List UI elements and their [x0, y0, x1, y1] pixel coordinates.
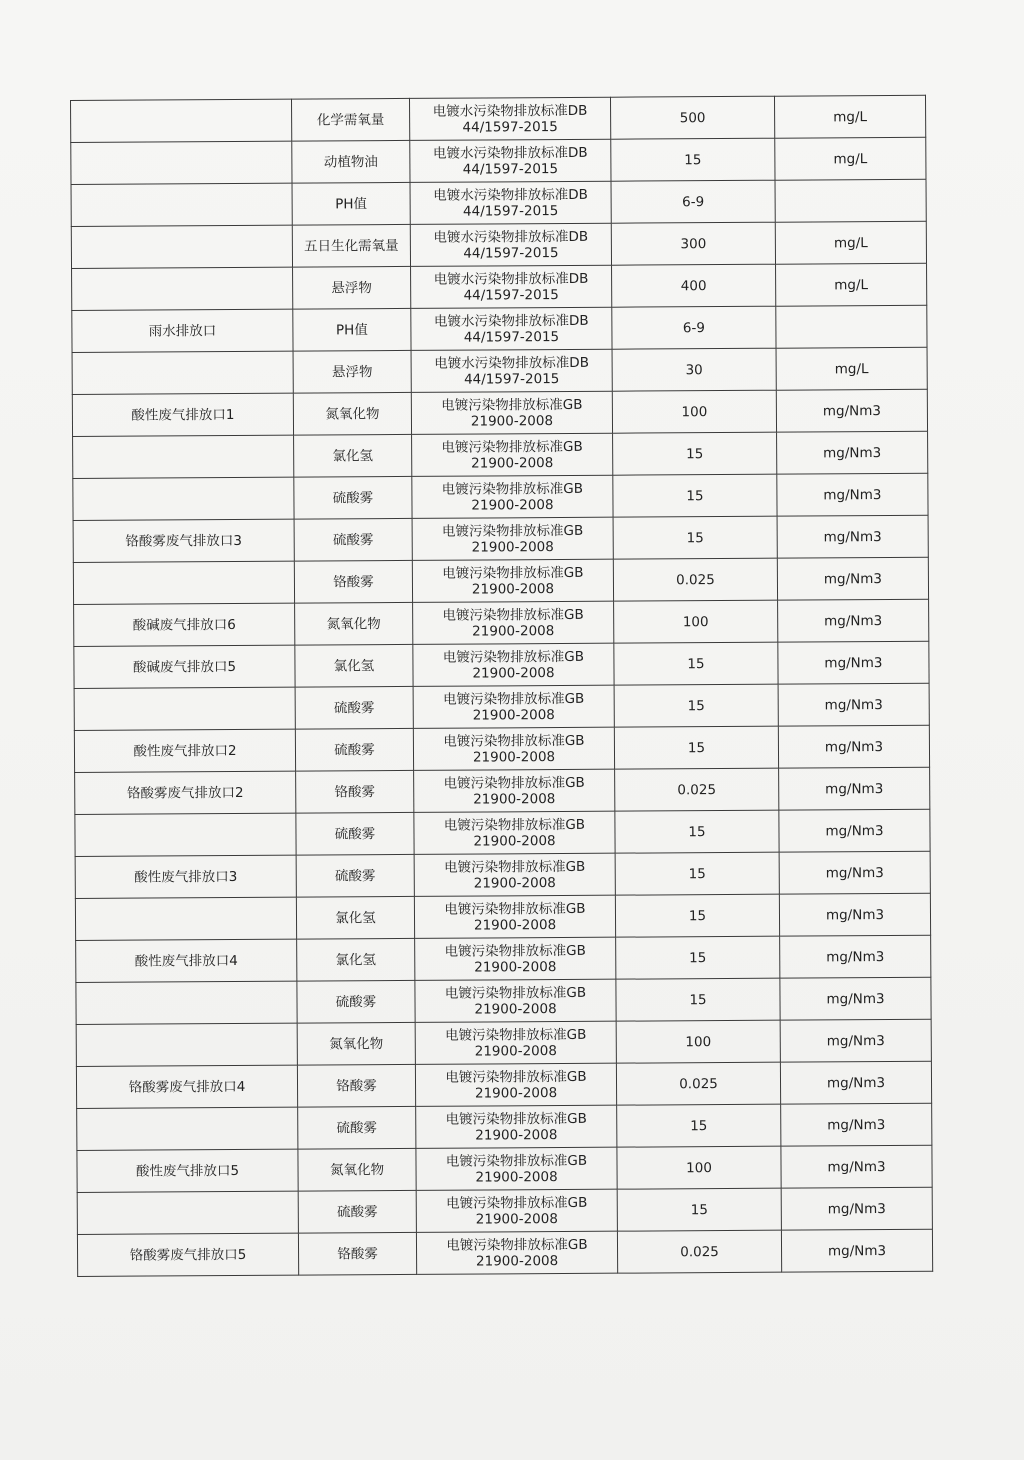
outlet-cell: 酸性废气排放口1: [72, 393, 293, 436]
standard-cell: [416, 1189, 617, 1232]
unit-cell: mg/L: [776, 263, 927, 306]
table-row: [77, 1187, 932, 1234]
standard-code: 21900-2008: [471, 496, 554, 514]
standard-cell: [413, 601, 614, 644]
pollutant-cell: 硫酸雾: [296, 854, 414, 897]
pollutant-cell: 化学需氧量: [291, 98, 409, 141]
pollutant-cell: 铬酸雾: [296, 770, 414, 813]
pollutant-cell: 悬浮物: [293, 266, 411, 309]
unit-cell: mg/Nm3: [780, 1061, 931, 1104]
standard-name: 电镀污染物排放标准GB: [441, 396, 583, 414]
standard-code: 21900-2008: [472, 706, 555, 724]
limit-cell: 400: [612, 264, 776, 307]
standard-cell: [412, 559, 613, 602]
standard-code: 21900-2008: [475, 1126, 558, 1144]
pollutant-cell: 氮氧化物: [293, 392, 411, 435]
unit-cell: mg/Nm3: [777, 431, 928, 474]
unit-cell: mg/Nm3: [781, 1145, 932, 1188]
pollutant-cell: 硫酸雾: [297, 980, 415, 1023]
table-row: [75, 809, 930, 856]
standard-code: 21900-2008: [470, 412, 554, 430]
standard-code: 21900-2008: [474, 958, 557, 976]
outlet-cell: [76, 1023, 297, 1066]
standard-code: 21900-2008: [471, 580, 555, 598]
unit-cell: mg/Nm3: [781, 1229, 932, 1272]
standard-name: 电镀污染物排放标准GB: [443, 816, 586, 834]
unit-cell: mg/Nm3: [779, 851, 930, 894]
standard-name: 电镀污染物排放标准GB: [442, 690, 585, 708]
standard-cell: [412, 433, 613, 476]
outlet-cell: [71, 225, 292, 268]
pollutant-cell: 动植物油: [292, 140, 410, 183]
standard-code: 21900-2008: [473, 790, 556, 808]
outlet-cell: [77, 1191, 298, 1234]
emission-standards-table-wrap: [70, 95, 947, 1277]
outlet-cell: 酸碱废气排放口5: [74, 645, 295, 688]
standard-cell: [416, 1231, 617, 1274]
standard-code: 21900-2008: [471, 538, 554, 556]
standard-code: 21900-2008: [473, 832, 556, 850]
limit-cell: 15: [615, 852, 779, 895]
standard-code: 44/1597-2015: [464, 370, 560, 388]
standard-cell: [411, 349, 612, 392]
standard-name: 电镀污染物排放标准GB: [446, 1236, 588, 1254]
standard-cell: [415, 1021, 616, 1064]
table-row: [75, 893, 930, 940]
table-row: [77, 1229, 932, 1276]
table-row: [73, 515, 928, 562]
standard-code: 21900-2008: [471, 454, 554, 472]
standard-name: 电镀污染物排放标准GB: [445, 1026, 587, 1044]
standard-code: 21900-2008: [473, 916, 557, 934]
standard-name: 电镀水污染物排放标准DB: [433, 312, 589, 330]
limit-cell: 15: [615, 894, 779, 937]
unit-cell: mg/Nm3: [780, 935, 931, 978]
limit-cell: 0.025: [616, 1062, 780, 1105]
standard-cell: [414, 769, 615, 812]
pollutant-cell: 铬酸雾: [297, 1064, 415, 1107]
outlet-cell: 铬酸雾废气排放口2: [75, 771, 296, 814]
pollutant-cell: 氮氧化物: [295, 602, 413, 645]
standard-code: 44/1597-2015: [462, 160, 559, 178]
standard-name: 电镀污染物排放标准GB: [442, 564, 584, 582]
outlet-cell: 酸性废气排放口2: [74, 729, 295, 772]
standard-name: 电镀污染物排放标准GB: [444, 858, 586, 876]
standard-name: 电镀污染物排放标准GB: [441, 522, 584, 540]
standard-code: 21900-2008: [473, 874, 556, 892]
limit-cell: 0.025: [615, 768, 779, 811]
standard-cell: [415, 979, 616, 1022]
pollutant-cell: 硫酸雾: [296, 812, 414, 855]
unit-cell: mg/Nm3: [777, 515, 928, 558]
pollutant-cell: 硫酸雾: [295, 728, 413, 771]
standard-cell: [410, 181, 611, 224]
table-row: [75, 767, 930, 814]
outlet-cell: [75, 897, 296, 940]
standard-name: 电镀污染物排放标准GB: [444, 900, 586, 918]
outlet-cell: [72, 351, 293, 394]
standard-cell: [413, 727, 614, 770]
table-row: [72, 347, 927, 394]
standard-name: 电镀水污染物排放标准DB: [432, 144, 588, 162]
outlet-cell: [77, 1107, 298, 1150]
standard-name: 电镀水污染物排放标准DB: [434, 354, 589, 372]
outlet-cell: [73, 561, 294, 604]
unit-cell: mg/Nm3: [779, 809, 930, 852]
limit-cell: 15: [617, 1188, 781, 1231]
limit-cell: 15: [613, 432, 777, 475]
table-row: [74, 599, 929, 646]
outlet-cell: 酸碱废气排放口6: [74, 603, 295, 646]
standard-name: 电镀水污染物排放标准DB: [433, 270, 589, 288]
standard-code: 44/1597-2015: [463, 328, 560, 346]
standard-cell: [411, 391, 612, 434]
standard-name: 电镀水污染物排放标准DB: [433, 186, 588, 204]
table-row: [71, 221, 926, 268]
pollutant-cell: 氯化氢: [294, 434, 412, 477]
table-row: [72, 263, 927, 310]
unit-cell: mg/Nm3: [777, 557, 928, 600]
limit-cell: 15: [614, 642, 778, 685]
pollutant-cell: 硫酸雾: [298, 1106, 416, 1149]
table-row: [75, 851, 930, 898]
standard-cell: [414, 853, 615, 896]
standard-name: 电镀污染物排放标准GB: [444, 984, 587, 1002]
limit-cell: 6-9: [611, 180, 775, 223]
outlet-cell: [73, 477, 294, 520]
unit-cell: mg/L: [775, 221, 926, 264]
outlet-cell: 酸性废气排放口3: [75, 855, 296, 898]
standard-cell: [410, 223, 611, 266]
standard-cell: [413, 685, 614, 728]
emission-standards-table: [70, 95, 933, 1277]
limit-cell: 30: [612, 348, 776, 391]
standard-code: 21900-2008: [472, 622, 555, 640]
unit-cell: mg/Nm3: [778, 725, 929, 768]
limit-cell: 15: [617, 1104, 781, 1147]
limit-cell: 0.025: [613, 558, 777, 601]
unit-cell: mg/Nm3: [780, 977, 931, 1020]
table-row: [72, 389, 927, 436]
standard-cell: [414, 895, 615, 938]
standard-code: 21900-2008: [475, 1168, 558, 1186]
outlet-cell: 酸性废气排放口5: [77, 1149, 298, 1192]
limit-cell: 15: [614, 684, 778, 727]
outlet-cell: [71, 99, 292, 142]
outlet-cell: [72, 267, 293, 310]
unit-cell: mg/L: [776, 347, 927, 390]
table-row: [73, 473, 928, 520]
pollutant-cell: 氮氧化物: [297, 1022, 415, 1065]
standard-cell: [415, 937, 616, 980]
standard-code: 21900-2008: [472, 748, 556, 766]
standard-code: 21900-2008: [472, 664, 555, 682]
standard-name: 电镀污染物排放标准GB: [446, 1194, 588, 1212]
pollutant-cell: 铬酸雾: [298, 1232, 416, 1275]
table-row: [77, 1103, 932, 1150]
standard-cell: [411, 265, 612, 308]
standard-name: 电镀污染物排放标准GB: [441, 438, 583, 456]
standard-name: 电镀污染物排放标准GB: [441, 480, 584, 498]
unit-cell: mg/Nm3: [778, 683, 929, 726]
pollutant-cell: PH值: [293, 308, 411, 351]
pollutant-cell: 五日生化需氧量: [292, 224, 410, 267]
pollutant-cell: 硫酸雾: [298, 1190, 416, 1233]
standard-name: 电镀污染物排放标准GB: [442, 606, 584, 624]
limit-cell: 15: [613, 474, 777, 517]
unit-cell: [775, 179, 926, 222]
limit-cell: 15: [611, 138, 775, 181]
outlet-cell: 铬酸雾废气排放口4: [76, 1065, 297, 1108]
pollutant-cell: 氯化氢: [295, 644, 413, 687]
unit-cell: [776, 305, 927, 348]
outlet-cell: 铬酸雾废气排放口5: [77, 1233, 298, 1276]
standard-cell: [415, 1063, 616, 1106]
table-row: [73, 557, 928, 604]
outlet-cell: 雨水排放口: [72, 309, 293, 352]
table-row: [74, 725, 929, 772]
unit-cell: mg/Nm3: [776, 389, 927, 432]
standard-code: 21900-2008: [474, 1084, 558, 1102]
standard-name: 电镀污染物排放标准GB: [443, 774, 585, 792]
limit-cell: 15: [616, 978, 780, 1021]
limit-cell: 15: [614, 726, 778, 769]
table-row: [71, 95, 926, 142]
pollutant-cell: 氯化氢: [297, 938, 415, 981]
standard-cell: [413, 643, 614, 686]
standard-name: 电镀水污染物排放标准DB: [432, 102, 588, 120]
unit-cell: mg/Nm3: [781, 1187, 932, 1230]
standard-name: 电镀污染物排放标准GB: [445, 1068, 587, 1086]
table-row: [74, 683, 929, 730]
table-row: [76, 977, 931, 1024]
standard-cell: [411, 307, 612, 350]
outlet-cell: [75, 813, 296, 856]
limit-cell: 6-9: [612, 306, 776, 349]
unit-cell: mg/Nm3: [779, 767, 930, 810]
limit-cell: 500: [610, 96, 774, 139]
unit-cell: mg/Nm3: [778, 641, 929, 684]
table-row: [77, 1145, 932, 1192]
outlet-cell: 酸性废气排放口4: [76, 939, 297, 982]
limit-cell: 15: [613, 516, 777, 559]
unit-cell: mg/L: [774, 95, 925, 138]
pollutant-cell: 悬浮物: [293, 350, 411, 393]
standard-cell: [409, 97, 610, 140]
standard-code: 21900-2008: [475, 1252, 559, 1270]
limit-cell: 100: [617, 1146, 781, 1189]
table-row: [76, 1061, 931, 1108]
limit-cell: 100: [612, 390, 776, 433]
limit-cell: 15: [615, 810, 779, 853]
standard-code: 44/1597-2015: [463, 244, 559, 262]
unit-cell: mg/Nm3: [781, 1103, 932, 1146]
standard-cell: [412, 475, 613, 518]
standard-cell: [410, 139, 611, 182]
pollutant-cell: 硫酸雾: [294, 476, 412, 519]
standard-code: 44/1597-2015: [463, 286, 559, 304]
standard-code: 44/1597-2015: [462, 118, 558, 136]
unit-cell: mg/Nm3: [779, 893, 930, 936]
pollutant-cell: 氮氧化物: [298, 1148, 416, 1191]
table-row: [76, 1019, 931, 1066]
standard-name: 电镀污染物排放标准GB: [444, 942, 586, 960]
pollutant-cell: PH值: [292, 182, 410, 225]
outlet-cell: [74, 687, 295, 730]
table-row: [73, 431, 928, 478]
pollutant-cell: 硫酸雾: [295, 686, 413, 729]
outlet-cell: [76, 981, 297, 1024]
outlet-cell: [71, 141, 292, 184]
outlet-cell: [73, 435, 294, 478]
standard-cell: [414, 811, 615, 854]
standard-name: 电镀污染物排放标准GB: [445, 1110, 587, 1128]
outlet-cell: 铬酸雾废气排放口3: [73, 519, 294, 562]
limit-cell: 0.025: [617, 1230, 781, 1273]
standard-cell: [416, 1147, 617, 1190]
standard-code: 21900-2008: [475, 1210, 558, 1228]
table-body: [71, 95, 933, 1276]
table-row: [71, 179, 926, 226]
standard-code: 21900-2008: [474, 1042, 557, 1060]
unit-cell: mg/Nm3: [780, 1019, 931, 1062]
standard-name: 电镀污染物排放标准GB: [445, 1152, 588, 1170]
standard-name: 电镀污染物排放标准GB: [442, 648, 585, 666]
standard-cell: [412, 517, 613, 560]
limit-cell: 15: [616, 936, 780, 979]
table-row: [71, 137, 926, 184]
standard-name: 电镀水污染物排放标准DB: [433, 228, 589, 246]
unit-cell: mg/Nm3: [778, 599, 929, 642]
outlet-cell: [71, 183, 292, 226]
standard-cell: [416, 1105, 617, 1148]
limit-cell: 100: [614, 600, 778, 643]
unit-cell: mg/L: [775, 137, 926, 180]
pollutant-cell: 硫酸雾: [294, 518, 412, 561]
table-row: [72, 305, 927, 352]
limit-cell: 100: [616, 1020, 780, 1063]
table-row: [74, 641, 929, 688]
standard-code: 21900-2008: [474, 1000, 557, 1018]
standard-name: 电镀污染物排放标准GB: [443, 732, 585, 750]
unit-cell: mg/Nm3: [777, 473, 928, 516]
standard-code: 44/1597-2015: [462, 202, 559, 220]
table-row: [76, 935, 931, 982]
limit-cell: 300: [611, 222, 775, 265]
pollutant-cell: 氯化氢: [296, 896, 414, 939]
pollutant-cell: 铬酸雾: [294, 560, 412, 603]
